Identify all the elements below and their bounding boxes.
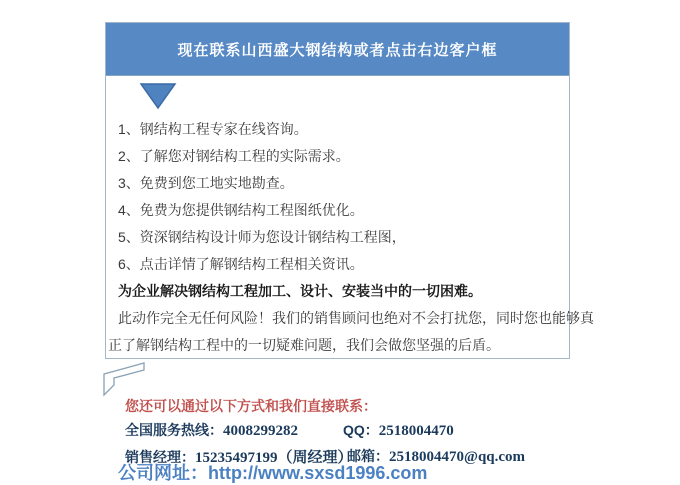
hotline-number: 4008299282 (223, 423, 298, 439)
qq-label: QQ： (343, 422, 379, 438)
website-row (118, 459, 427, 485)
email-label: 邮箱： (347, 448, 389, 464)
list-item: 1、钢结构工程专家在线咨询。 (118, 121, 308, 137)
banner-title: 现在联系山西盛大钢结构或者点击右边客户框 (177, 41, 498, 59)
arrow-down-triangle-icon (139, 82, 177, 110)
promise-text-line: 正了解钢结构工程中的一切疑难问题，我们会做您坚强的后盾。 (108, 337, 500, 353)
list-item: 2、了解您对钢结构工程的实际需求。 (118, 148, 350, 164)
list-item: 6、点击详情了解钢结构工程相关资讯。 (118, 256, 364, 272)
website-label: 公司网址： (118, 463, 208, 483)
list-item: 5、资深钢结构设计师为您设计钢结构工程图， (118, 229, 406, 245)
banner (106, 23, 569, 76)
folded-corner-icon (98, 359, 150, 399)
manager-label: 销售经理： (125, 449, 195, 465)
website-link[interactable]: http://www.sxsd1996.com (208, 463, 428, 483)
content-area (106, 116, 594, 359)
manager-number: 15235497199（周经理） (195, 450, 353, 466)
list-item: 4、免费为您提供钢结构工程图纸优化。 (118, 202, 364, 218)
qq-number: 2518004470 (378, 423, 454, 439)
list-item: 3、免费到您工地实地勘查。 (118, 175, 294, 191)
contact-intro: 您还可以通过以下方式和我们直接联系： (125, 398, 377, 414)
hotline-label: 全国服务热线： (125, 422, 223, 438)
promise-headline: 为企业解决钢结构工程加工、设计、安装当中的一切困难。 (118, 283, 482, 299)
email-address: 2518004470@qq.com (389, 449, 526, 465)
hotline-row (125, 420, 298, 440)
promise-text-line: 此动作完全无任何风险！我们的销售顾问也绝对不会打扰您，同时您也能够真 (118, 310, 594, 326)
qq-row (343, 420, 454, 440)
